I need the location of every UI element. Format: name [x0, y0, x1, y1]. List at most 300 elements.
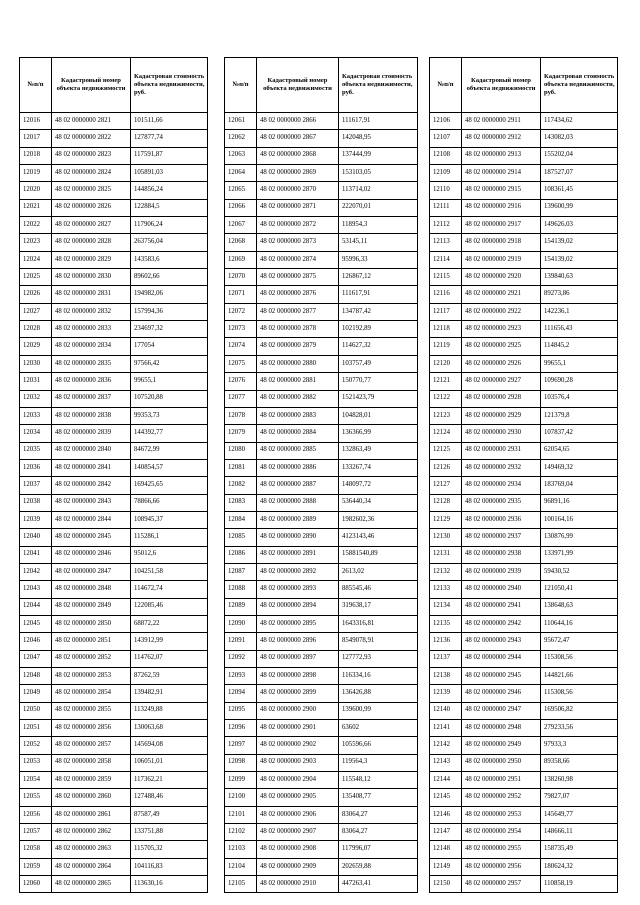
cell-cadastral-number: 48 02 0000000 2883	[257, 407, 339, 424]
cell-cadastral-value: 142048,95	[339, 130, 418, 147]
table-row	[225, 650, 418, 667]
cell-cadastral-number: 48 02 0000000 2828	[52, 234, 131, 251]
cell-num: 12126	[430, 459, 462, 476]
cell-cadastral-value: 117996,07	[339, 841, 418, 858]
cell-cadastral-value: 137444,99	[339, 147, 418, 164]
table-row	[225, 702, 418, 719]
cell-cadastral-number: 48 02 0000000 2913	[462, 147, 541, 164]
table-row	[430, 130, 618, 147]
cell-cadastral-number: 48 02 0000000 2951	[462, 772, 541, 789]
cell-cadastral-number: 48 02 0000000 2875	[257, 269, 339, 286]
cell-cadastral-number: 48 02 0000000 2880	[257, 355, 339, 372]
cell-cadastral-value: 177054	[131, 338, 208, 355]
cell-num: 12121	[430, 373, 462, 390]
cell-cadastral-value: 117591,87	[131, 147, 208, 164]
cell-cadastral-value: 183769,04	[541, 477, 618, 494]
cell-cadastral-number: 48 02 0000000 2842	[52, 477, 131, 494]
cell-cadastral-number: 48 02 0000000 2902	[257, 737, 339, 754]
cell-num: 12135	[430, 615, 462, 632]
table-row	[20, 546, 208, 563]
table-row	[430, 737, 618, 754]
cell-cadastral-value: 62054,65	[541, 442, 618, 459]
cell-cadastral-value: 114627,32	[339, 338, 418, 355]
cell-cadastral-value: 83064,27	[339, 824, 418, 841]
table-row	[20, 598, 208, 615]
cell-num: 12037	[20, 477, 52, 494]
cell-num: 12119	[430, 338, 462, 355]
cell-num: 12081	[225, 459, 257, 476]
cell-num: 12074	[225, 338, 257, 355]
cell-num: 12024	[20, 251, 52, 268]
table-row	[430, 546, 618, 563]
cell-cadastral-value: 885545,46	[339, 581, 418, 598]
table-row	[20, 529, 208, 546]
cell-cadastral-value: 234697,32	[131, 321, 208, 338]
cell-num: 12054	[20, 772, 52, 789]
cell-cadastral-value: 78866,66	[131, 494, 208, 511]
cell-cadastral-number: 48 02 0000000 2930	[462, 425, 541, 442]
cell-cadastral-number: 48 02 0000000 2894	[257, 598, 339, 615]
cell-num: 12122	[430, 390, 462, 407]
cell-cadastral-number: 48 02 0000000 2954	[462, 824, 541, 841]
cell-cadastral-number: 48 02 0000000 2874	[257, 251, 339, 268]
cell-num: 12117	[430, 303, 462, 320]
cell-cadastral-number: 48 02 0000000 2878	[257, 321, 339, 338]
cell-num: 12053	[20, 754, 52, 771]
cell-cadastral-value: 121379,8	[541, 407, 618, 424]
cell-cadastral-number: 48 02 0000000 2908	[257, 841, 339, 858]
cell-cadastral-number: 48 02 0000000 2841	[52, 459, 131, 476]
table-row	[430, 459, 618, 476]
table-row	[20, 286, 208, 303]
cell-cadastral-value: 68872,22	[131, 615, 208, 632]
table-row	[430, 615, 618, 632]
table-row	[225, 390, 418, 407]
cell-num: 12026	[20, 286, 52, 303]
cell-num: 12064	[225, 165, 257, 182]
cell-cadastral-number: 48 02 0000000 2863	[52, 841, 131, 858]
table-row	[225, 147, 418, 164]
cell-cadastral-number: 48 02 0000000 2867	[257, 130, 339, 147]
cell-cadastral-number: 48 02 0000000 2887	[257, 477, 339, 494]
cell-num: 12044	[20, 598, 52, 615]
cell-cadastral-value: 97933,3	[541, 737, 618, 754]
cell-cadastral-value: 87587,49	[131, 806, 208, 823]
cell-cadastral-number: 48 02 0000000 2849	[52, 598, 131, 615]
table-row	[430, 772, 618, 789]
cell-cadastral-number: 48 02 0000000 2826	[52, 199, 131, 216]
cell-cadastral-number: 48 02 0000000 2915	[462, 182, 541, 199]
table-row	[225, 407, 418, 424]
cell-cadastral-value: 107520,88	[131, 390, 208, 407]
table-row	[225, 581, 418, 598]
table-row	[430, 789, 618, 806]
cell-cadastral-number: 48 02 0000000 2932	[462, 459, 541, 476]
table-row	[20, 234, 208, 251]
table-row	[20, 199, 208, 216]
cell-num: 12093	[225, 668, 257, 685]
cell-cadastral-value: 87262,59	[131, 668, 208, 685]
cell-num: 12063	[225, 147, 257, 164]
cell-cadastral-value: 15881540,89	[339, 546, 418, 563]
cell-cadastral-number: 48 02 0000000 2934	[462, 477, 541, 494]
cell-num: 12095	[225, 702, 257, 719]
cell-num: 12143	[430, 754, 462, 771]
cell-num: 12077	[225, 390, 257, 407]
cell-cadastral-value: 89358,66	[541, 754, 618, 771]
cell-cadastral-value: 105596,66	[339, 737, 418, 754]
table-row	[20, 824, 208, 841]
cell-num: 12062	[225, 130, 257, 147]
table-row	[430, 199, 618, 216]
cell-cadastral-value: 109690,28	[541, 373, 618, 390]
cell-cadastral-number: 48 02 0000000 2848	[52, 581, 131, 598]
cell-num: 12089	[225, 598, 257, 615]
cell-cadastral-value: 102192,89	[339, 321, 418, 338]
cell-cadastral-value: 118954,3	[339, 217, 418, 234]
cell-cadastral-value: 115548,12	[339, 772, 418, 789]
cell-num: 12017	[20, 130, 52, 147]
table-row	[225, 563, 418, 580]
table-row	[430, 407, 618, 424]
cell-cadastral-value: 138260,98	[541, 772, 618, 789]
cell-cadastral-number: 48 02 0000000 2860	[52, 789, 131, 806]
cell-cadastral-number: 48 02 0000000 2830	[52, 269, 131, 286]
cell-cadastral-number: 48 02 0000000 2889	[257, 511, 339, 528]
table-row	[225, 668, 418, 685]
cell-cadastral-number: 48 02 0000000 2905	[257, 789, 339, 806]
cell-cadastral-number: 48 02 0000000 2907	[257, 824, 339, 841]
cell-num: 12131	[430, 546, 462, 563]
cell-num: 12042	[20, 563, 52, 580]
table-row	[430, 303, 618, 320]
cell-cadastral-value: 144392,77	[131, 425, 208, 442]
table-row	[430, 286, 618, 303]
cell-num: 12138	[430, 668, 462, 685]
cell-cadastral-number: 48 02 0000000 2943	[462, 633, 541, 650]
cell-num: 12021	[20, 199, 52, 216]
table-row	[225, 303, 418, 320]
cell-num: 12016	[20, 113, 52, 130]
cell-cadastral-value: 1643316,81	[339, 615, 418, 632]
cell-cadastral-number: 48 02 0000000 2827	[52, 217, 131, 234]
table-row	[430, 182, 618, 199]
cell-num: 12130	[430, 529, 462, 546]
cell-cadastral-value: 144821,66	[541, 668, 618, 685]
table-row	[430, 477, 618, 494]
cell-cadastral-number: 48 02 0000000 2879	[257, 338, 339, 355]
cell-cadastral-number: 48 02 0000000 2946	[462, 685, 541, 702]
cell-cadastral-value: 121050,41	[541, 581, 618, 598]
cell-cadastral-value: 99655,1	[131, 373, 208, 390]
cell-num: 12068	[225, 234, 257, 251]
cell-num: 12149	[430, 858, 462, 875]
table-row	[225, 373, 418, 390]
cell-num: 12033	[20, 407, 52, 424]
cell-cadastral-value: 1982602,36	[339, 511, 418, 528]
cell-cadastral-value: 142236,1	[541, 303, 618, 320]
cell-num: 12057	[20, 824, 52, 841]
table-row	[225, 217, 418, 234]
table-row	[20, 789, 208, 806]
table-row	[20, 407, 208, 424]
cell-num: 12112	[430, 217, 462, 234]
cell-cadastral-number: 48 02 0000000 2846	[52, 546, 131, 563]
cell-cadastral-number: 48 02 0000000 2847	[52, 563, 131, 580]
cell-num: 12087	[225, 563, 257, 580]
cell-cadastral-value: 59430,52	[541, 563, 618, 580]
cell-num: 12137	[430, 650, 462, 667]
cell-cadastral-value: 145694,08	[131, 737, 208, 754]
cell-cadastral-number: 48 02 0000000 2852	[52, 650, 131, 667]
cell-num: 12041	[20, 546, 52, 563]
cell-cadastral-value: 117434,62	[541, 113, 618, 130]
cell-cadastral-number: 48 02 0000000 2865	[52, 876, 131, 893]
cell-cadastral-number: 48 02 0000000 2914	[462, 165, 541, 182]
table-row	[430, 754, 618, 771]
table-row	[430, 165, 618, 182]
table-row	[20, 563, 208, 580]
cell-num: 12099	[225, 772, 257, 789]
table-row	[225, 234, 418, 251]
cell-cadastral-number: 48 02 0000000 2952	[462, 789, 541, 806]
cell-cadastral-number: 48 02 0000000 2910	[257, 876, 339, 893]
cell-cadastral-value: 132863,49	[339, 442, 418, 459]
cell-cadastral-value: 99655,1	[541, 355, 618, 372]
cell-num: 12050	[20, 702, 52, 719]
cell-num: 12051	[20, 720, 52, 737]
cell-num: 12146	[430, 806, 462, 823]
cell-cadastral-value: 127877,74	[131, 130, 208, 147]
cell-cadastral-value: 130876,99	[541, 529, 618, 546]
table-row	[20, 113, 208, 130]
cell-cadastral-number: 48 02 0000000 2834	[52, 338, 131, 355]
table-row	[20, 321, 208, 338]
table-row	[430, 858, 618, 875]
table-row	[225, 546, 418, 563]
header-num: №п/п	[20, 58, 52, 113]
table-row	[20, 702, 208, 719]
cell-cadastral-number: 48 02 0000000 2941	[462, 598, 541, 615]
cell-num: 12148	[430, 841, 462, 858]
cell-cadastral-value: 106051,01	[131, 754, 208, 771]
cell-num: 12098	[225, 754, 257, 771]
table-row	[225, 286, 418, 303]
cell-cadastral-value: 117362,21	[131, 772, 208, 789]
table-row	[20, 650, 208, 667]
table-row	[20, 459, 208, 476]
cell-cadastral-value: 95672,47	[541, 633, 618, 650]
cell-cadastral-value: 187527,07	[541, 165, 618, 182]
cell-num: 12040	[20, 529, 52, 546]
cell-cadastral-value: 127488,46	[131, 789, 208, 806]
cell-cadastral-number: 48 02 0000000 2909	[257, 858, 339, 875]
cell-cadastral-number: 48 02 0000000 2871	[257, 199, 339, 216]
cell-cadastral-number: 48 02 0000000 2833	[52, 321, 131, 338]
cell-cadastral-value: 101511,66	[131, 113, 208, 130]
table-row	[20, 841, 208, 858]
table-row	[225, 199, 418, 216]
table-row	[20, 477, 208, 494]
cell-num: 12129	[430, 511, 462, 528]
cell-cadastral-value: 111617,91	[339, 113, 418, 130]
cadastral-table-3	[429, 57, 618, 893]
cell-cadastral-value: 99353,73	[131, 407, 208, 424]
cell-cadastral-value: 222070,01	[339, 199, 418, 216]
cell-cadastral-value: 97566,42	[131, 355, 208, 372]
cell-cadastral-number: 48 02 0000000 2823	[52, 147, 131, 164]
cell-cadastral-number: 48 02 0000000 2901	[257, 720, 339, 737]
cell-cadastral-value: 279233,56	[541, 720, 618, 737]
cell-num: 12020	[20, 182, 52, 199]
cell-num: 12067	[225, 217, 257, 234]
cell-cadastral-number: 48 02 0000000 2869	[257, 165, 339, 182]
cell-cadastral-number: 48 02 0000000 2876	[257, 286, 339, 303]
table-row	[20, 858, 208, 875]
cadastral-table-1	[19, 57, 208, 893]
table-row	[430, 720, 618, 737]
cell-num: 12058	[20, 841, 52, 858]
cell-cadastral-number: 48 02 0000000 2936	[462, 511, 541, 528]
table-row	[430, 338, 618, 355]
table-row	[225, 459, 418, 476]
cell-cadastral-value: 149626,03	[541, 217, 618, 234]
cell-cadastral-number: 48 02 0000000 2929	[462, 407, 541, 424]
cell-num: 12114	[430, 251, 462, 268]
cell-num: 12102	[225, 824, 257, 841]
table-row	[20, 338, 208, 355]
cell-num: 12035	[20, 442, 52, 459]
cell-cadastral-value: 135408,77	[339, 789, 418, 806]
cell-cadastral-value: 115705,32	[131, 841, 208, 858]
header-cadastral-number: Кадастровый номер объекта недвижимости	[462, 58, 541, 113]
table-row	[225, 477, 418, 494]
table-row	[430, 841, 618, 858]
cell-cadastral-value: 180624,32	[541, 858, 618, 875]
table-row	[20, 182, 208, 199]
cell-cadastral-value: 133267,74	[339, 459, 418, 476]
cell-cadastral-number: 48 02 0000000 2918	[462, 234, 541, 251]
cell-num: 12123	[430, 407, 462, 424]
cell-cadastral-number: 48 02 0000000 2851	[52, 633, 131, 650]
cell-cadastral-value: 148097,72	[339, 477, 418, 494]
table-row	[225, 858, 418, 875]
cell-num: 12110	[430, 182, 462, 199]
cell-cadastral-number: 48 02 0000000 2884	[257, 425, 339, 442]
cell-num: 12140	[430, 702, 462, 719]
cell-num: 12147	[430, 824, 462, 841]
cell-num: 12133	[430, 581, 462, 598]
cell-num: 12043	[20, 581, 52, 598]
cell-cadastral-number: 48 02 0000000 2938	[462, 546, 541, 563]
cell-num: 12018	[20, 147, 52, 164]
cell-cadastral-number: 48 02 0000000 2857	[52, 737, 131, 754]
table-row	[225, 824, 418, 841]
table-row	[430, 425, 618, 442]
cell-cadastral-value: 115308,56	[541, 650, 618, 667]
cell-cadastral-number: 48 02 0000000 2950	[462, 754, 541, 771]
cell-num: 12025	[20, 269, 52, 286]
cell-cadastral-number: 48 02 0000000 2824	[52, 165, 131, 182]
cell-cadastral-value: 110644,16	[541, 615, 618, 632]
header-cadastral-number: Кадастровый номер объекта недвижимости	[257, 58, 339, 113]
cell-cadastral-value: 100164,16	[541, 511, 618, 528]
header-num: №п/п	[430, 58, 462, 113]
cell-cadastral-value: 89273,86	[541, 286, 618, 303]
cell-num: 12079	[225, 425, 257, 442]
cell-cadastral-value: 53145,11	[339, 234, 418, 251]
header-num: №п/п	[225, 58, 257, 113]
cell-cadastral-value: 157994,36	[131, 303, 208, 320]
table-row	[430, 269, 618, 286]
cell-cadastral-value: 2613,02	[339, 563, 418, 580]
cell-cadastral-number: 48 02 0000000 2891	[257, 546, 339, 563]
cell-cadastral-number: 48 02 0000000 2832	[52, 303, 131, 320]
cell-cadastral-number: 48 02 0000000 2922	[462, 303, 541, 320]
table-row	[20, 772, 208, 789]
cell-cadastral-number: 48 02 0000000 2882	[257, 390, 339, 407]
table-row	[225, 269, 418, 286]
cell-cadastral-number: 48 02 0000000 2855	[52, 702, 131, 719]
table-row	[20, 251, 208, 268]
cell-cadastral-value: 113630,16	[131, 876, 208, 893]
cell-num: 12039	[20, 511, 52, 528]
cell-num: 12141	[430, 720, 462, 737]
cell-cadastral-number: 48 02 0000000 2923	[462, 321, 541, 338]
table-row	[225, 841, 418, 858]
cell-num: 12047	[20, 650, 52, 667]
table-row	[430, 217, 618, 234]
cell-cadastral-value: 447263,41	[339, 876, 418, 893]
cell-cadastral-number: 48 02 0000000 2866	[257, 113, 339, 130]
cell-cadastral-value: 111656,43	[541, 321, 618, 338]
cell-num: 12060	[20, 876, 52, 893]
cell-cadastral-number: 48 02 0000000 2859	[52, 772, 131, 789]
cell-cadastral-number: 48 02 0000000 2912	[462, 130, 541, 147]
cell-cadastral-number: 48 02 0000000 2956	[462, 858, 541, 875]
table-row	[225, 425, 418, 442]
cell-num: 12134	[430, 598, 462, 615]
cell-num: 12091	[225, 633, 257, 650]
cell-num: 12136	[430, 633, 462, 650]
table-row	[430, 702, 618, 719]
table-row	[225, 685, 418, 702]
cell-num: 12125	[430, 442, 462, 459]
table-row	[225, 720, 418, 737]
cell-num: 12049	[20, 685, 52, 702]
table-row	[430, 529, 618, 546]
cell-num: 12094	[225, 685, 257, 702]
table-row	[20, 685, 208, 702]
cell-num: 12073	[225, 321, 257, 338]
table-row	[225, 529, 418, 546]
cell-num: 12101	[225, 806, 257, 823]
cell-cadastral-number: 48 02 0000000 2899	[257, 685, 339, 702]
table-row	[20, 511, 208, 528]
cell-cadastral-number: 48 02 0000000 2885	[257, 442, 339, 459]
cell-cadastral-value: 319638,17	[339, 598, 418, 615]
cell-cadastral-number: 48 02 0000000 2843	[52, 494, 131, 511]
table-row	[225, 511, 418, 528]
table-row	[20, 754, 208, 771]
cell-cadastral-number: 48 02 0000000 2931	[462, 442, 541, 459]
cell-cadastral-number: 48 02 0000000 2872	[257, 217, 339, 234]
cell-cadastral-value: 110858,19	[541, 876, 618, 893]
table-row	[20, 217, 208, 234]
cell-num: 12083	[225, 494, 257, 511]
cell-cadastral-number: 48 02 0000000 2949	[462, 737, 541, 754]
cell-num: 12124	[430, 425, 462, 442]
